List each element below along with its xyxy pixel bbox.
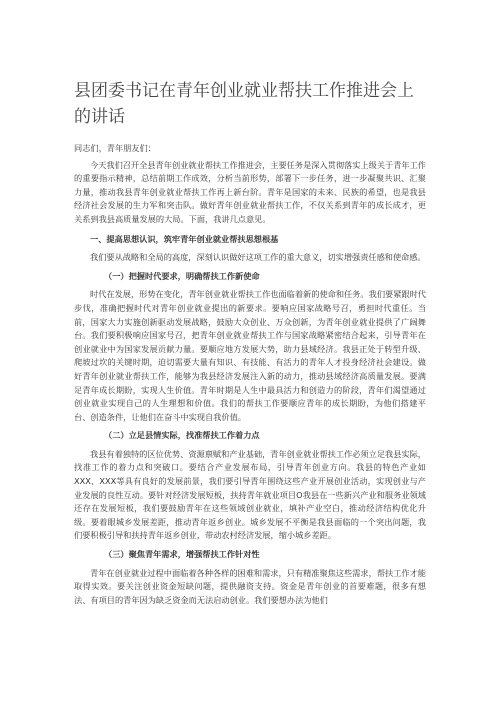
section-heading-1: 一、提高思想认识，筑牢青年创业就业帮扶思想根基 [90,233,279,244]
greeting: 同志们，青年朋友们： [74,143,156,153]
section-1-intro: 我们要从战略和全局的高度，深刻认识做好这项工作的重大意义，切实增强责任感和使命感。 [90,252,426,263]
intro-paragraph: 今天我们召开全县青年创业就业帮扶工作推进会，主要任务是深入贯彻落实上级关于青年工作的重要指示精神，总结前期工作成效，分析当前形势，部署下一步任务，进一步凝聚共识、汇聚力量，推动我县青年创业就业帮扶工作再上新台阶。青年是国家的未来、民族的希望，也是我县经济社会发展的生力军和突击队。做好青年创业就业帮扶工作，不仅关系到青年的成长成才，更关系到我县高质量发展的大局。下面，我讲几点意见。 [74,159,426,224]
subsection-2-body: 我县有着独特的区位优势、资源禀赋和产业基础，青年创业就业帮扶工作必须立足我县实际，找准工作的着力点和突破口。要结合产业发展布局，引导青年创业方向。我县的特色产业如XXX、XXX等具有良好的发展前景，我们要引导青年围绕这些产业开展创业活动，实现创业与产业发展的良性互动。要针对经济发展短板，扶持青年就业项目O我县在一些新兴产业和服务业领域还存在发展短板，我们要鼓励青年在这些领域创业就业，填补产业空白，推动经济结构优化升级。要着眼城乡发展差距，推动青年返乡创业。城乡发展不平衡是我县面临的一个突出问题，我们要积极引导和扶持青年返乡创业，带动农村经济发展，缩小城乡差距。 [74,448,426,541]
subsection-heading-2: （二）立足县情实际，找准帮扶工作着力点 [104,430,260,441]
subsection-heading-1: （一）把握时代要求，明确帮扶工作新使命 [104,270,260,281]
subsection-1-body: 时代在发展，形势在变化，青年创业就业帮扶工作也面临着新的使命和任务。我们要紧跟时代步伐，准确把握时代对青年创业就业提出的新要求。要响应国家战略号召，勇担时代重任。当前，国家大力实施创新驱动发展战略，鼓励大众创业、万众创新，为青年创业就业提供了广阔舞台。我们要积极响应国家号召，把青年创业就业帮扶工作与国家战略紧密结合起来，引导青年在创业就业中为国家发展贡献力量。要顺应地方发展大势，助力县域经济。我县正处于转型升级、爬坡过坎的关键时期，迫切需要大量有知识、有技能、有活力的青年人才投身经济社会建设。做好青年创业就业帮扶工作，能够为我县经济发展注入新的动力，推动县域经济高质量发展。要满足青年成长期盼，实现人生价值。青年时期是人生中最具活力和创造力的阶段，青年们渴望通过创业就业实现自己的人生理想和价值。我们的帮扶工作要顺应青年的成长期盼，为他们搭建平台、创造条件，让他们在奋斗中实现自我价值。 [74,289,426,422]
document-title: 县团委书记在青年创业就业帮扶工作推进会上的讲话 [74,81,414,127]
subsection-3-body: 青年在创业就业过程中面临着各种各样的困难和需求，只有精准聚焦这些需求，帮扶工作才能取得实效。要关注创业资金短缺问题，提供融资支持。资金是青年创业的首要难题，很多有想法、有项目的青年因为缺乏资金而无法启动创业。我们要想办法为他们 [74,567,426,605]
subsection-heading-3: （三）聚焦青年需求，增强帮扶工作针对性 [104,549,260,560]
